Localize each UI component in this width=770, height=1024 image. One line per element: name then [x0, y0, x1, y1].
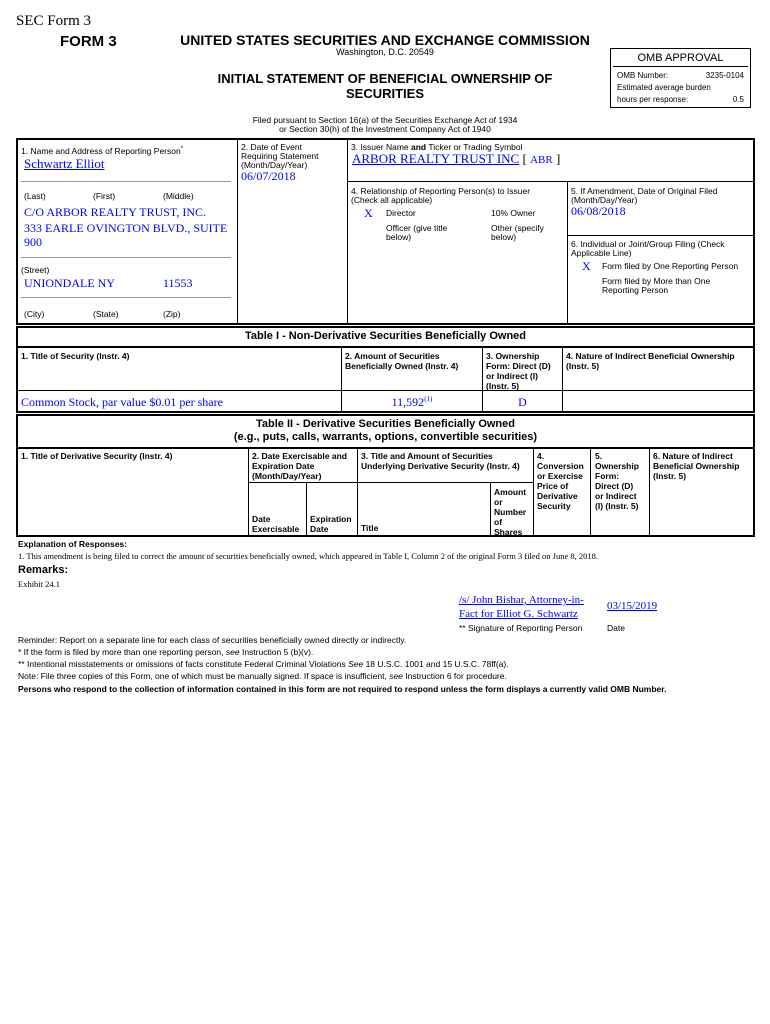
- street-label: (Street): [21, 265, 50, 275]
- city-state-value: UNIONDALE NY: [24, 276, 115, 290]
- filed-line-1: Filed pursuant to Section 16(a) of the Securities Exchange Act of 1934: [252, 115, 518, 125]
- zip-label: (Zip): [163, 309, 181, 319]
- reporting-person-name[interactable]: Schwartz Elliot: [24, 156, 105, 171]
- director-label: Director: [386, 208, 416, 218]
- box1-label: 1. Name and Address of Reporting Person*: [21, 145, 184, 156]
- more-persons-label-1: Form filed by More than One: [602, 276, 711, 286]
- doc-title: SEC Form 3: [16, 13, 92, 29]
- filed-line-2: or Section 30(h) of the Investment Company Act of 1940: [279, 124, 491, 134]
- date-label: Date: [607, 623, 625, 633]
- statement-title-1: INITIAL STATEMENT OF BENEFICIAL OWNERSHIP OF: [217, 71, 553, 86]
- one-person-checkmark: X: [582, 259, 591, 273]
- date-exercisable-header: Date Exercisable: [252, 514, 300, 534]
- other-label-2: below): [491, 232, 517, 242]
- amendment-date-value: 06/08/2018: [571, 204, 626, 218]
- statement-title-2: SECURITIES: [345, 86, 424, 101]
- ten-pct-owner-label: 10% Owner: [491, 208, 536, 218]
- box2-label-3: (Month/Day/Year): [241, 160, 308, 170]
- signature-date-value[interactable]: 03/15/2019: [607, 600, 658, 612]
- omb-approval-box: [610, 48, 751, 108]
- explanation-label: Explanation of Responses:: [18, 539, 128, 549]
- omb-burden-value: 0.5: [732, 95, 744, 104]
- table-2-col-4-header: 4. Conversion or Exercise Price of Derivative Security: [537, 451, 584, 511]
- signature-value[interactable]: /s/ John Bishar, Attorney-in- Fact for Elliot G. Schwartz: [459, 594, 584, 620]
- signature-label: ** Signature of Reporting Person: [459, 623, 583, 633]
- omb-number-value: 3235-0104: [705, 71, 744, 80]
- title-header: Title: [361, 523, 379, 533]
- remarks-label: Remarks:: [18, 564, 69, 576]
- table-1-title: Table I - Non-Derivative Securities Beneficially Owned: [245, 330, 526, 342]
- box4-label-2: (Check all applicable): [351, 195, 433, 205]
- one-person-label: Form filed by One Reporting Person: [602, 261, 739, 271]
- table-1-row-amount: 11,592$^{(1)}$: [391, 395, 433, 409]
- state-label: (State): [93, 309, 119, 319]
- officer-label-1: Officer (give title: [386, 223, 448, 233]
- table-2-col-6-header: 6. Nature of Indirect Beneficial Ownership (Instr. 5): [653, 451, 740, 481]
- city-label: (City): [24, 309, 45, 319]
- box3-label: 3. Issuer Name and Ticker or Trading Symbol: [351, 142, 523, 152]
- agency-name: UNITED STATES SECURITIES AND EXCHANGE COMMISSION: [180, 32, 590, 48]
- other-label-1: Other (specify: [491, 223, 544, 233]
- director-checkmark: X: [364, 206, 373, 220]
- table-1-col-3-header: 3. Ownership Form: Direct (D) or Indirect (I) (Instr. 5): [486, 351, 551, 391]
- first-label: (First): [93, 191, 116, 201]
- middle-label: (Middle): [163, 191, 194, 201]
- box4-label-1: 4. Relationship of Reporting Person(s) to Issuer: [351, 186, 531, 196]
- omb-number-label: OMB Number:: [617, 71, 669, 80]
- omb-burden-label-2: hours per response:: [617, 95, 689, 104]
- form-label: FORM 3: [60, 33, 117, 50]
- remarks-text: Exhibit 24.1: [18, 579, 61, 589]
- table-2-title-1: Table II - Derivative Securities Beneficially Owned: [255, 418, 515, 430]
- table-2-col-5-header: 5. Ownership Form: Direct (D) or Indirect (I) (Instr. 5): [595, 451, 639, 511]
- ticker-symbol: ABR: [530, 154, 553, 166]
- box5-label-1: 5. If Amendment, Date of Original Filed: [571, 186, 718, 196]
- footnote-ref: (1): [424, 395, 433, 403]
- note-misstatements: ** Intentional misstatements or omissions of facts constitute Federal Criminal Violations See 18 U.S.C. 1001 and 15 U.S.C. 78ff(a).: [18, 659, 509, 669]
- box2-label-2: Requiring Statement: [241, 151, 319, 161]
- note-multiple-persons: * If the form is filed by more than one reporting person, see Instruction 5 (b)(v).: [18, 647, 314, 657]
- table-1-col-1-header: 1. Title of Security (Instr. 4): [21, 351, 130, 361]
- table-1-row-ownership-form: D: [518, 395, 527, 409]
- last-label: (Last): [24, 191, 46, 201]
- table-2-title-2: (e.g., puts, calls, warrants, options, convertible securities): [233, 431, 538, 443]
- box6-label-2: Applicable Line): [571, 248, 632, 258]
- agency-city: Washington, D.C. 20549: [336, 47, 434, 57]
- table-2-col-1-header: 1. Title of Derivative Security (Instr. 4): [21, 451, 173, 461]
- box2-label-1: 2. Date of Event: [241, 142, 302, 152]
- omb-title: OMB APPROVAL: [637, 52, 724, 64]
- officer-label-2: below): [386, 232, 412, 242]
- address-line-1: C/O ARBOR REALTY TRUST, INC.: [24, 205, 207, 219]
- issuer-name-link[interactable]: ARBOR REALTY TRUST INC: [352, 151, 520, 166]
- expiration-date-header: Expiration Date: [310, 514, 352, 534]
- reminder-note: Reminder: Report on a separate line for each class of securities beneficially owned directly or indirectly.: [18, 635, 407, 645]
- explanation-1: 1. This amendment is being filed to correct the amount of securities beneficially owned, which appeared in Table I, Column 2 of the original Form 3 filed on June 8, 2018.: [18, 551, 599, 561]
- address-line-2: 333 EARLE OVINGTON BLVD., SUITE: [24, 221, 228, 235]
- issuer-line: ARBOR REALTY TRUST INC [ ABR ]: [352, 151, 561, 166]
- note-copies: Note: File three copies of this Form, one of which must be manually signed. If space is insufficient, see Instruction 6 for procedure.: [18, 671, 507, 681]
- table-1-col-2-header: 2. Amount of Securities Beneficially Owned (Instr. 4): [345, 351, 459, 371]
- event-date-value: 06/07/2018: [241, 169, 296, 183]
- omb-notice: Persons who respond to the collection of information contained in this form are not required to respond unless the form displays a currently valid OMB Number.: [18, 684, 667, 694]
- omb-burden-label-1: Estimated average burden: [617, 83, 711, 92]
- amount-shares-header: Amount or Number of Shares: [494, 487, 527, 537]
- more-persons-label-2: Reporting Person: [602, 285, 669, 295]
- box5-label-2: (Month/Day/Year): [571, 195, 638, 205]
- box6-label-1: 6. Individual or Joint/Group Filing (Check: [571, 239, 725, 249]
- address-line-3: 900: [24, 235, 42, 249]
- table-2-col-3-header: 3. Title and Amount of Securities Underlying Derivative Security (Instr. 4): [361, 451, 520, 471]
- table-1-col-4-header: 4. Nature of Indirect Beneficial Ownership (Instr. 5): [566, 351, 735, 371]
- table-2-col-2-header: 2. Date Exercisable and Expiration Date (Month/Day/Year): [252, 451, 347, 481]
- zip-value: 11553: [163, 276, 193, 290]
- table-1-row-title: Common Stock, par value $0.01 per share: [21, 395, 223, 409]
